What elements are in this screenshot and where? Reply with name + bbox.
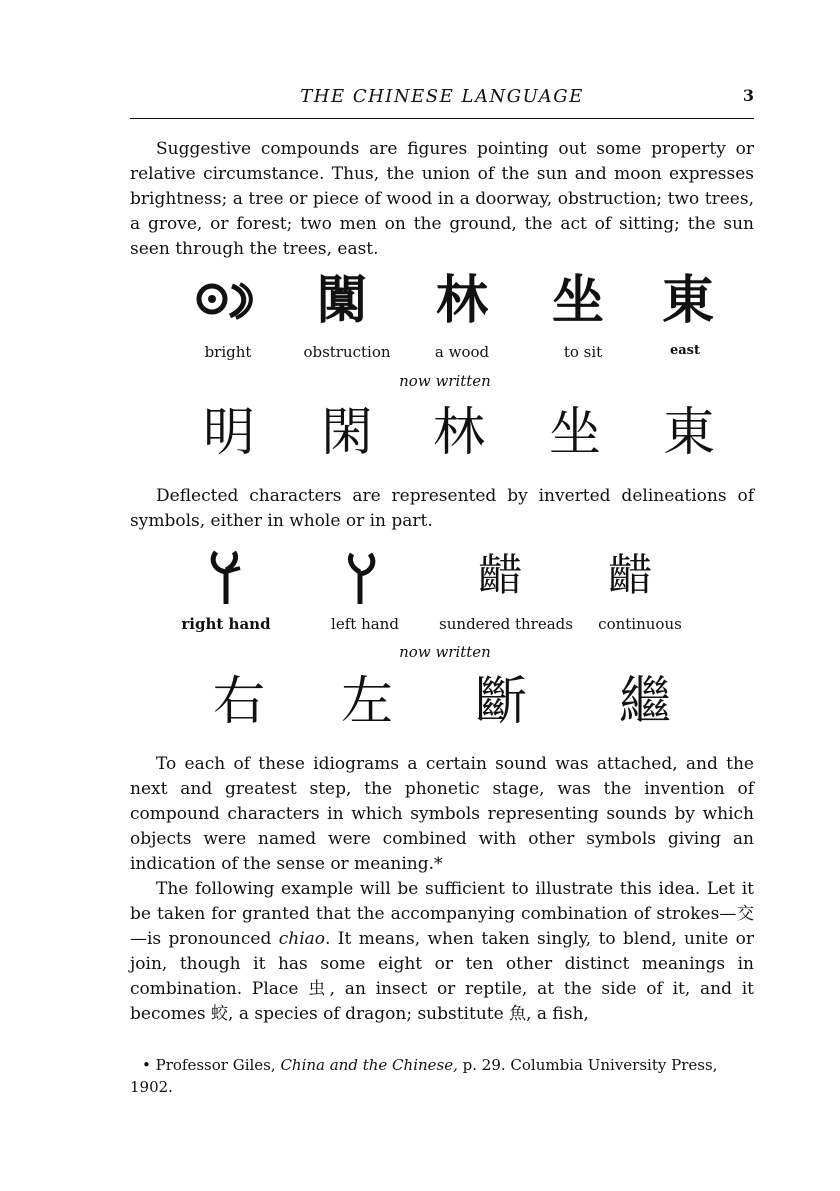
running-title: THE CHINESE LANGUAGE — [300, 86, 584, 107]
text-run: The following example will be sufficient to illustrate this idea. Let it be taken for granted that the accompanying combination of strokes— — [130, 879, 754, 924]
footnote-work: China and the Chinese, — [280, 1056, 458, 1074]
right-hand-seal-glyph — [204, 548, 246, 606]
footnote-marker: • — [142, 1056, 151, 1074]
sundered-threads-seal-glyph: 齰 — [478, 550, 522, 601]
footnote — [130, 1054, 754, 1098]
fish-char: 魚 — [509, 1004, 527, 1024]
sit-seal-glyph: 坐 — [551, 271, 604, 331]
header-rule — [130, 118, 754, 119]
left-hand-seal-glyph — [340, 550, 382, 606]
wood-seal-glyph: 林 — [435, 271, 488, 331]
east-seal-glyph: 東 — [661, 271, 714, 331]
insect-char: 虫 — [308, 979, 330, 999]
now-written-label: now written — [399, 372, 491, 390]
running-header — [130, 86, 754, 110]
continuous-seal-glyph: 齰 — [608, 550, 652, 601]
text-run: —is pronounced — [130, 929, 279, 949]
footnote-citation: p. 29. Columbia University Press, 1902. — [130, 1056, 718, 1096]
label-sundered-threads: sundered threads — [439, 615, 573, 633]
paragraph-phonetic-stage: To each of these idiograms a certain sound was attached, and the next and greatest step, the phonetic stage, was the invention of compound characters in which symbols representing sounds by which objects were named were combined with other symbols giving an indication of the sense or meaning.* — [130, 754, 754, 874]
text-run: . It means, when taken singly, to blend, unite or join, though it has some eight or ten other distinct meanings in combination. Place — [130, 929, 754, 999]
chiao-word: chiao — [278, 929, 325, 949]
paragraph-chiao-example — [130, 877, 754, 1027]
obstruction-seal-glyph: 闑 — [315, 271, 368, 331]
sun-moon-seal-glyph — [196, 278, 260, 322]
paragraph-suggestive-compounds: Suggestive compounds are figures pointing out some property or relative circumstance. Thus, the union of the sun and moon expresses brightness; a tree or piece of wood in a doorway, obstruction; two trees, a grove, or forest; two men on the ground, the act of sitting; the sun seen through the trees, east. — [130, 139, 754, 259]
text-run: , a fish, — [526, 1004, 589, 1024]
label-bright: bright — [204, 343, 252, 361]
label-to-sit: to sit — [563, 343, 603, 361]
label-continuous: continuous — [598, 615, 682, 633]
label-a-wood: a wood — [434, 343, 490, 361]
page-number: 3 — [742, 86, 754, 105]
footnote-author: Professor Giles, — [155, 1056, 276, 1074]
label-obstruction: obstruction — [303, 343, 391, 361]
sundered-modern-char: 斷 — [474, 672, 527, 732]
sit-modern-char: 坐 — [548, 403, 601, 463]
label-left-hand: left hand — [331, 615, 399, 633]
label-east: east — [669, 343, 701, 358]
paragraph-deflected-characters: Deflected characters are represented by inverted delineations of symbols, either in whole or in part. — [130, 486, 754, 531]
continuous-modern-char: 繼 — [618, 672, 671, 732]
label-right-hand: right hand — [181, 615, 271, 633]
east-modern-char: 東 — [662, 403, 715, 463]
bright-modern-char: 明 — [202, 403, 255, 463]
chiao-char: 交 — [736, 904, 754, 924]
wood-modern-char: 林 — [432, 403, 485, 463]
now-written-label: now written — [399, 643, 491, 661]
text-run: , an insect or reptile, at the side of it, and it becomes — [130, 979, 755, 1024]
obstruction-modern-char: 閑 — [320, 403, 373, 463]
left-hand-modern-char: 左 — [340, 672, 393, 732]
text-run: , a species of dragon; substitute — [228, 1004, 510, 1024]
dragon-char: 蛟 — [211, 1004, 229, 1024]
right-hand-modern-char: 右 — [212, 672, 265, 732]
